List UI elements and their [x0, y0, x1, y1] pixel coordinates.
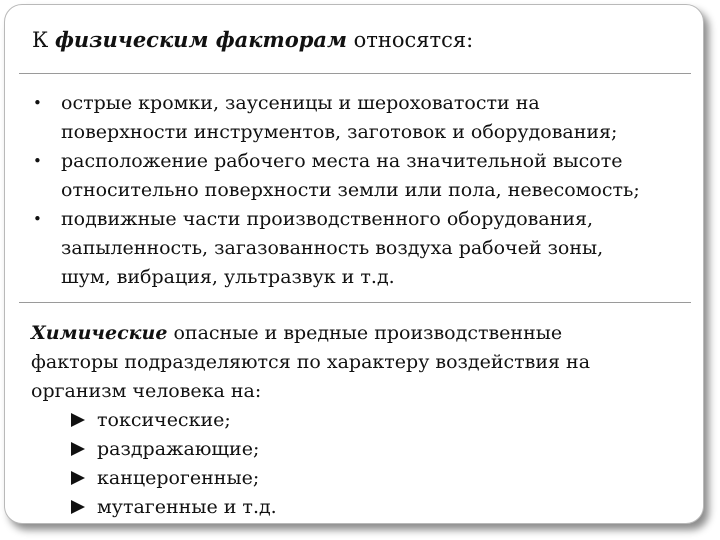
chemical-types-list: [71, 406, 277, 522]
list-item: [31, 147, 640, 205]
bullet-dot-icon: •: [33, 152, 42, 170]
slide-card: [4, 4, 704, 524]
arrow-bullet-icon: [71, 500, 85, 514]
list-item-label: раздражающие;: [97, 438, 260, 460]
chemical-emphasis: Химические: [31, 322, 168, 344]
list-item: [71, 493, 277, 522]
arrow-bullet-icon: [71, 471, 85, 485]
title-emphasis: физическим факторам: [54, 27, 347, 52]
chemical-line: факторы подразделяются по характеру воздействия на: [31, 351, 591, 373]
list-item-line: подвижные части производственного оборудования,: [61, 208, 594, 230]
list-item-line: расположение рабочего места на значительной высоте: [61, 150, 623, 172]
list-item-line: относительно поверхности земли или пола, невесомость;: [61, 179, 640, 201]
slide-title: [32, 27, 473, 53]
list-item-line: запыленность, загазованность воздуха рабочей зоны,: [61, 237, 604, 259]
list-item: [71, 406, 277, 435]
list-item-label: канцерогенные;: [97, 467, 260, 489]
list-item-line: шум, вибрация, ультразвук и т.д.: [61, 266, 395, 288]
list-item: [71, 435, 277, 464]
list-item-label: токсические;: [97, 409, 231, 431]
title-prefix: К: [32, 28, 55, 52]
bullet-dot-icon: •: [33, 210, 42, 228]
chemical-line: организм человека на:: [31, 380, 262, 402]
divider-middle: [19, 302, 691, 303]
chemical-line: опасные и вредные производственные: [167, 322, 563, 344]
list-item-line: поверхности инструментов, заготовок и оборудования;: [61, 121, 618, 143]
title-suffix: относятся:: [346, 28, 474, 52]
bullet-dot-icon: •: [33, 94, 42, 112]
list-item-label: мутагенные и т.д.: [97, 496, 277, 518]
arrow-bullet-icon: [71, 413, 85, 427]
list-item: [31, 89, 640, 147]
list-item: [31, 205, 640, 292]
list-item: [71, 464, 277, 493]
chemical-paragraph: [31, 319, 590, 406]
list-item-line: острые кромки, заусеницы и шероховатости на: [61, 92, 540, 114]
physical-factors-list: [31, 89, 640, 292]
arrow-bullet-icon: [71, 442, 85, 456]
divider-top: [19, 73, 691, 74]
